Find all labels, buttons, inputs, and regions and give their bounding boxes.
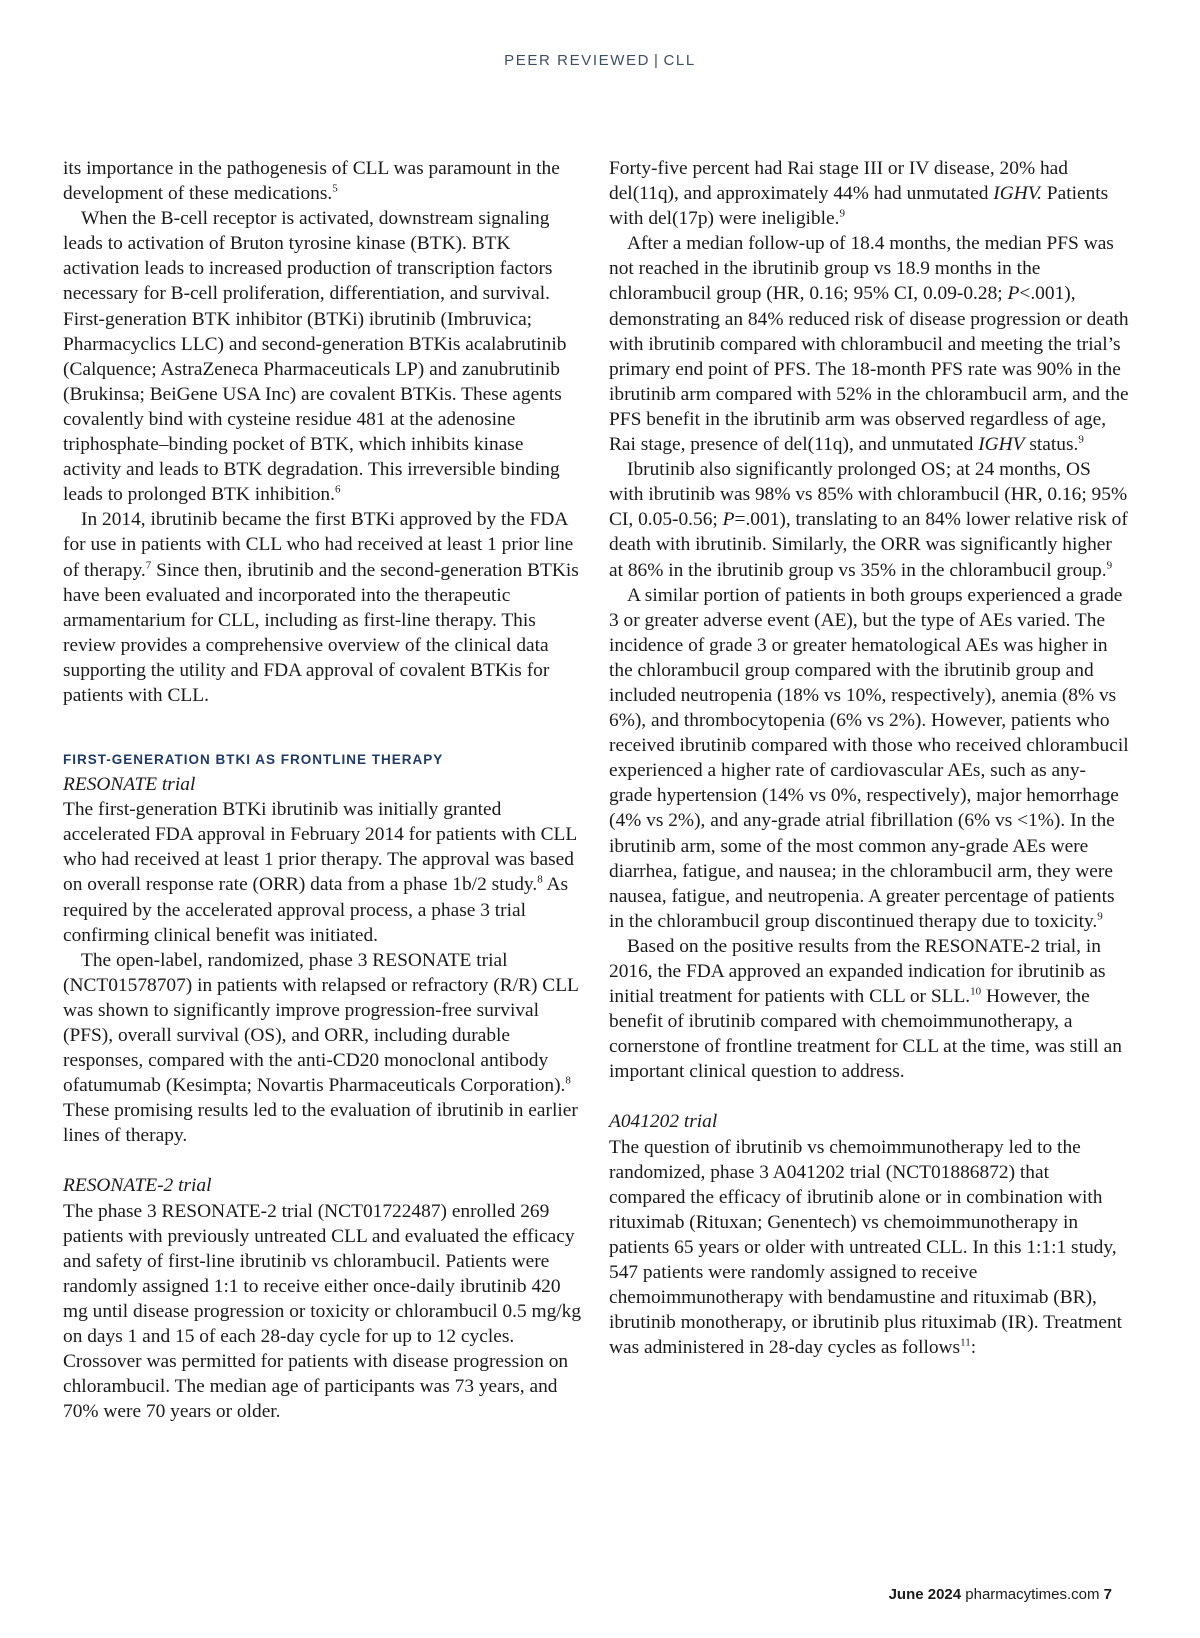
paragraph: When the B-cell receptor is activated, downstream signaling leads to activation of Bruton tyrosine kinase (BTK). BTK activation leads to increased production of transcription factors necessary for B-cell proliferation, differentiation, and survival. First-generation BTK inhibitor (BTKi) ibrutinib (Imbruvica; Pharmacyclics LLC) and second-generation BTKis acalabrutinib (Calquence; AstraZeneca Pharmaceuticals LP) and zanubrutinib (Brukinsa; BeiGene USA Inc) are covalent BTKis. These agents covalently bind with cysteine residue 481 at the adenosine triphosphate–binding pocket of BTK, which inhibits kinase activity and leads to BTK degradation. This irreversible binding leads to prolonged BTK inhibition.$^6$ — [63, 208, 567, 506]
subheading: A041202 trial — [609, 1111, 718, 1133]
paragraph: Forty-five percent had Rai stage III or IV disease, 20% had del(11q), and approximately 44% had unmutated IGHV. Patients with del(17p) were ineligible.$^9$ — [609, 158, 1109, 230]
subheading: RESONATE-2 trial — [63, 1175, 212, 1197]
page-number: 7 — [1103, 1586, 1112, 1603]
paragraph: In 2014, ibrutinib became the first BTKi approved by the FDA for use in patients with CLL who had received at least 1 prior line of therapy.$^7$ Since then, ibrutinib and the second-generation BTKis have been evaluated and incorporated into the therapeutic armamentarium for CLL, including as first-line therapy. This review provides a comprehensive overview of the clinical data supporting the utility and FDA approval of covalent BTKis for patients with CLL. — [63, 509, 579, 706]
section-heading: FIRST-GENERATION BTKI AS FRONTLINE THERAPY — [63, 752, 444, 768]
reference: 6 — [334, 483, 341, 496]
right-column — [609, 156, 1129, 1360]
paragraph: After a median follow-up of 18.4 months, the median PFS was not reached in the ibrutinib group vs 18.9 months in the chlorambucil group (HR, 0.16; 95% CI, 0.09-0.28; P<.001), demonstrating an 84% reduced risk of disease progression or death with ibrutinib compared with chlorambucil and meeting the trial’s primary end point of PFS. The 18-month PFS rate was 90% in the ibrutinib arm compared with 52% in the chlorambucil arm, and the PFS benefit in the ibrutinib arm was observed regardless of age, Rai stage, presence of del(11q), and unmutated IGHV status.$^9$ — [609, 233, 1129, 456]
left-column — [63, 156, 583, 1424]
paragraph: The question of ibrutinib vs chemoimmunotherapy led to the randomized, phase 3 A041202 trial (NCT01886872) that compared the efficacy of ibrutinib alone or in combination with rituximab (Rituxan; Genentech) vs chemoimmunotherapy in patients 65 years or older with untreated CLL. In this 1:1:1 study, 547 patients were randomly assigned to receive chemoimmunotherapy with bendamustine and rituximab (BR), ibrutinib monotherapy, or ibrutinib plus rituximab (IR). Treatment was administered in 28-day cycles as follows$^{11}$: — [609, 1136, 1123, 1359]
footer-site: pharmacytimes.com — [965, 1586, 1100, 1603]
header-topic: CLL — [663, 52, 696, 69]
reference: 9 — [1097, 910, 1103, 923]
page-footer — [889, 1586, 1112, 1603]
paragraph: The phase 3 RESONATE-2 trial (NCT01722487) enrolled 269 patients with previously untreated CLL and evaluated the efficacy and safety of first-line ibrutinib vs chlorambucil. Patients were randomly assigned 1:1 to receive either once-daily ibrutinib 420 mg until disease progression or toxicity or chlorambucil 0.5 mg/kg on days 1 and 15 of each 28-day cycle for up to 12 cycles. Crossover was permitted for patients with disease progression on chlorambucil. The median age of participants was 73 years, and 70% were 70 years or older. — [63, 1200, 582, 1423]
reference: 10 — [970, 985, 982, 998]
header-separator: | — [654, 52, 660, 69]
paragraph: its importance in the pathogenesis of CLL was paramount in the development of these medications.$^5$ — [63, 158, 560, 205]
subheading: RESONATE trial — [63, 774, 196, 796]
paragraph: The first-generation BTKi ibrutinib was initially granted accelerated FDA approval in February 2014 for patients with CLL who had received at least 1 prior therapy. The approval was based on overall response rate (ORR) data from a phase 1b/2 study.$^8$ As required by the accelerated approval process, a phase 3 trial confirming clinical benefit was initiated. — [63, 799, 577, 946]
reference: 7 — [145, 559, 152, 572]
reference: 5 — [332, 182, 338, 195]
reference: 9 — [1106, 559, 1113, 572]
paragraph: The open-label, randomized, phase 3 RESONATE trial (NCT01578707) in patients with relapsed or refractory (R/R) CLL was shown to significantly improve progression-free survival (PFS), overall survival (OS), and ORR, including durable responses, compared with the anti-CD20 monoclonal antibody ofatumumab (Kesimpta; Novartis Pharmaceuticals Corporation).$^8$ These promising results led to the evaluation of ibrutinib in earlier lines of therapy. — [63, 949, 579, 1147]
footer-date: June 2024 — [888, 1586, 962, 1603]
paragraph: Based on the positive results from the RESONATE-2 trial, in 2016, the FDA approved an expanded indication for ibrutinib as initial treatment for patients with CLL or SLL.$^{10}$ However, the benefit of ibrutinib compared with chemoimmunotherapy, a cornerstone of frontline treatment for CLL at the time, was still an important clinical question to address. — [609, 935, 1122, 1083]
header-section: PEER REVIEWED — [504, 52, 650, 69]
paragraph: A similar portion of patients in both groups experienced a grade 3 or greater adverse event (AE), but the type of AEs varied. The incidence of grade 3 or greater hematological AEs was higher in the chlorambucil group compared with the ibrutinib group and included neutropenia (18% vs 10%, respectively), anemia (8% vs 6%), and thrombocytopenia (6% vs 2%). However, patients who received ibrutinib compared with those who received chlorambucil experienced a higher rate of cardiovascular AEs, such as any-grade hypertension (14% vs 0%, respectively), major hemorrhage (4% vs 2%), and any-grade atrial fibrillation (6% vs <1%). In the ibrutinib arm, some of the most common any-grade AEs were diarrhea, fatigue, and nausea; in the chlorambucil arm, they were nausea, fatigue, and neutropenia. A greater percentage of patients in the chlorambucil group discontinued therapy due to toxicity.$^9$ — [609, 584, 1129, 932]
reference: 9 — [839, 207, 845, 220]
reference: 9 — [1078, 433, 1084, 446]
running-header — [0, 52, 1200, 69]
reference: 11 — [960, 1336, 971, 1349]
reference: 8 — [537, 873, 543, 886]
paragraph: Ibrutinib also significantly prolonged OS; at 24 months, OS with ibrutinib was 98% vs 85% with chlorambucil (HR, 0.16; 95% CI, 0.05-0.56; P=.001), translating to an 84% lower relative risk of death with ibrutinib. Similarly, the ORR was significantly higher at 86% in the ibrutinib group vs 35% in the chlorambucil group.$^9$ — [609, 459, 1128, 581]
reference: 8 — [565, 1074, 571, 1087]
